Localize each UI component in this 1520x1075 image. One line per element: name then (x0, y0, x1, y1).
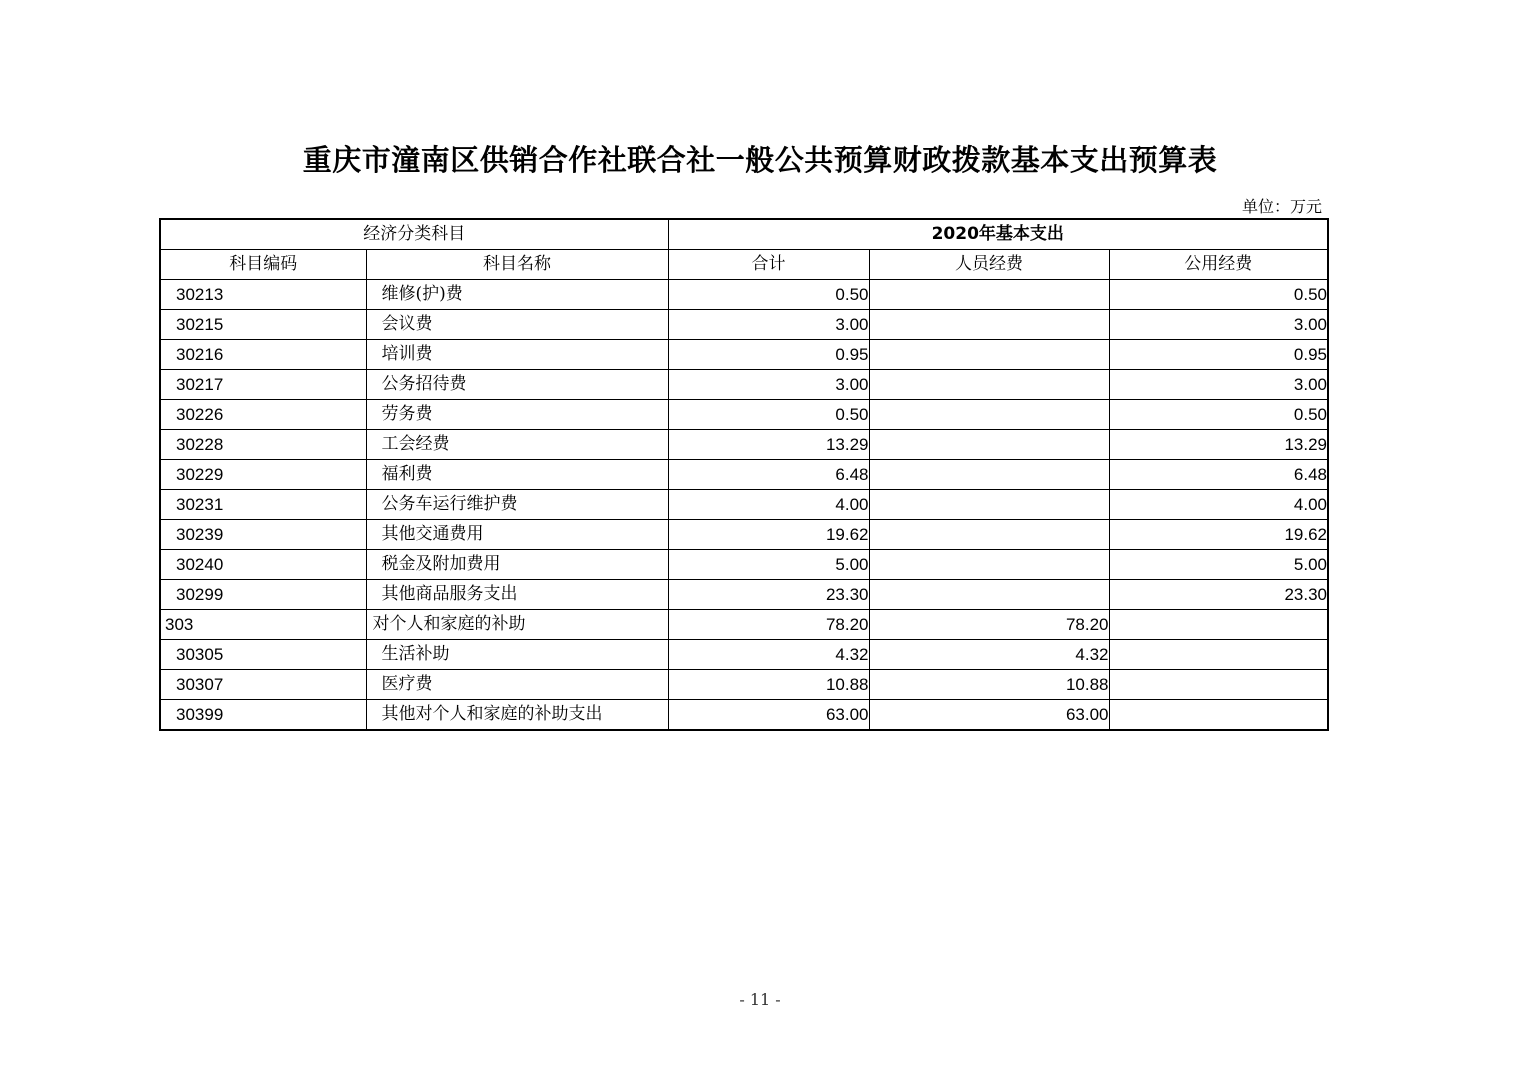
subject-code-cell: 30305 (160, 640, 366, 670)
subject-code-cell: 30226 (160, 400, 366, 430)
header-public-expense: 公用经费 (1109, 250, 1328, 280)
subject-name-cell: 培训费 (366, 340, 668, 370)
public-expense-cell (1109, 610, 1328, 640)
subject-name-cell: 工会经费 (366, 430, 668, 460)
subject-code-cell: 30228 (160, 430, 366, 460)
public-expense-cell: 0.95 (1109, 340, 1328, 370)
budget-table (159, 218, 1329, 731)
table-row (160, 340, 1328, 370)
subject-code-cell: 30216 (160, 340, 366, 370)
table-row (160, 700, 1328, 731)
total-cell: 5.00 (668, 550, 869, 580)
subject-name-cell: 其他交通费用 (366, 520, 668, 550)
public-expense-cell: 3.00 (1109, 370, 1328, 400)
subject-code-cell: 30229 (160, 460, 366, 490)
personnel-expense-cell: 63.00 (869, 700, 1109, 731)
table-row (160, 280, 1328, 310)
public-expense-cell: 13.29 (1109, 430, 1328, 460)
header-subject-name: 科目名称 (366, 250, 668, 280)
total-cell: 3.00 (668, 370, 869, 400)
personnel-expense-cell: 78.20 (869, 610, 1109, 640)
public-expense-cell: 6.48 (1109, 460, 1328, 490)
subject-name-cell: 维修(护)费 (366, 280, 668, 310)
public-expense-cell: 23.30 (1109, 580, 1328, 610)
total-cell: 3.00 (668, 310, 869, 340)
subject-code-cell: 30299 (160, 580, 366, 610)
page-number: - 11 - (739, 990, 781, 1009)
table-row (160, 610, 1328, 640)
subject-code-cell: 30240 (160, 550, 366, 580)
personnel-expense-cell (869, 430, 1109, 460)
subject-name-cell: 医疗费 (366, 670, 668, 700)
personnel-expense-cell (869, 490, 1109, 520)
public-expense-cell: 4.00 (1109, 490, 1328, 520)
subject-name-cell: 福利费 (366, 460, 668, 490)
personnel-expense-cell (869, 340, 1109, 370)
subject-name-cell: 对个人和家庭的补助 (366, 610, 668, 640)
public-expense-cell (1109, 670, 1328, 700)
header-subject-code: 科目编码 (160, 250, 366, 280)
personnel-expense-cell (869, 400, 1109, 430)
personnel-expense-cell (869, 520, 1109, 550)
subject-name-cell: 公务车运行维护费 (366, 490, 668, 520)
subject-name-cell: 劳务费 (366, 400, 668, 430)
personnel-expense-cell: 4.32 (869, 640, 1109, 670)
table-row (160, 550, 1328, 580)
table-row (160, 400, 1328, 430)
unit-label: 单位：万元 (1241, 197, 1322, 216)
personnel-expense-cell (869, 370, 1109, 400)
table-row (160, 370, 1328, 400)
total-cell: 23.30 (668, 580, 869, 610)
subject-code-cell: 30399 (160, 700, 366, 731)
public-expense-cell: 19.62 (1109, 520, 1328, 550)
subject-code-cell: 30215 (160, 310, 366, 340)
personnel-expense-cell (869, 310, 1109, 340)
subject-code-cell: 30217 (160, 370, 366, 400)
total-cell: 4.32 (668, 640, 869, 670)
table-row (160, 490, 1328, 520)
subject-code-cell: 30239 (160, 520, 366, 550)
header-total: 合计 (668, 250, 869, 280)
subject-code-cell: 30231 (160, 490, 366, 520)
subject-name-cell: 生活补助 (366, 640, 668, 670)
personnel-expense-cell (869, 550, 1109, 580)
public-expense-cell: 5.00 (1109, 550, 1328, 580)
subject-code-cell: 30307 (160, 670, 366, 700)
total-cell: 78.20 (668, 610, 869, 640)
personnel-expense-cell (869, 280, 1109, 310)
public-expense-cell: 0.50 (1109, 280, 1328, 310)
subject-name-cell: 其他对个人和家庭的补助支出 (366, 700, 668, 731)
subject-name-cell: 税金及附加费用 (366, 550, 668, 580)
total-cell: 10.88 (668, 670, 869, 700)
total-cell: 19.62 (668, 520, 869, 550)
subject-name-cell: 公务招待费 (366, 370, 668, 400)
subject-code-cell: 30213 (160, 280, 366, 310)
public-expense-cell: 3.00 (1109, 310, 1328, 340)
document-title: 重庆市潼南区供销合作社联合社一般公共预算财政拨款基本支出预算表 (302, 143, 1218, 177)
table-row (160, 430, 1328, 460)
total-cell: 4.00 (668, 490, 869, 520)
public-expense-cell (1109, 700, 1328, 731)
header-group-row (160, 219, 1328, 250)
header-economic-classification: 经济分类科目 (160, 219, 668, 250)
personnel-expense-cell (869, 580, 1109, 610)
table-row (160, 580, 1328, 610)
header-2020-basic-expenditure: 2020年基本支出 (668, 219, 1328, 250)
header-personnel-expense: 人员经费 (869, 250, 1109, 280)
personnel-expense-cell: 10.88 (869, 670, 1109, 700)
table-row (160, 310, 1328, 340)
subject-name-cell: 会议费 (366, 310, 668, 340)
total-cell: 0.95 (668, 340, 869, 370)
table-row (160, 640, 1328, 670)
table-row (160, 460, 1328, 490)
total-cell: 0.50 (668, 280, 869, 310)
total-cell: 0.50 (668, 400, 869, 430)
table-body (160, 280, 1328, 731)
header-column-row (160, 250, 1328, 280)
total-cell: 13.29 (668, 430, 869, 460)
total-cell: 63.00 (668, 700, 869, 731)
table-row (160, 520, 1328, 550)
public-expense-cell (1109, 640, 1328, 670)
subject-code-cell: 303 (160, 610, 366, 640)
subject-name-cell: 其他商品服务支出 (366, 580, 668, 610)
personnel-expense-cell (869, 460, 1109, 490)
public-expense-cell: 0.50 (1109, 400, 1328, 430)
table-row (160, 670, 1328, 700)
total-cell: 6.48 (668, 460, 869, 490)
